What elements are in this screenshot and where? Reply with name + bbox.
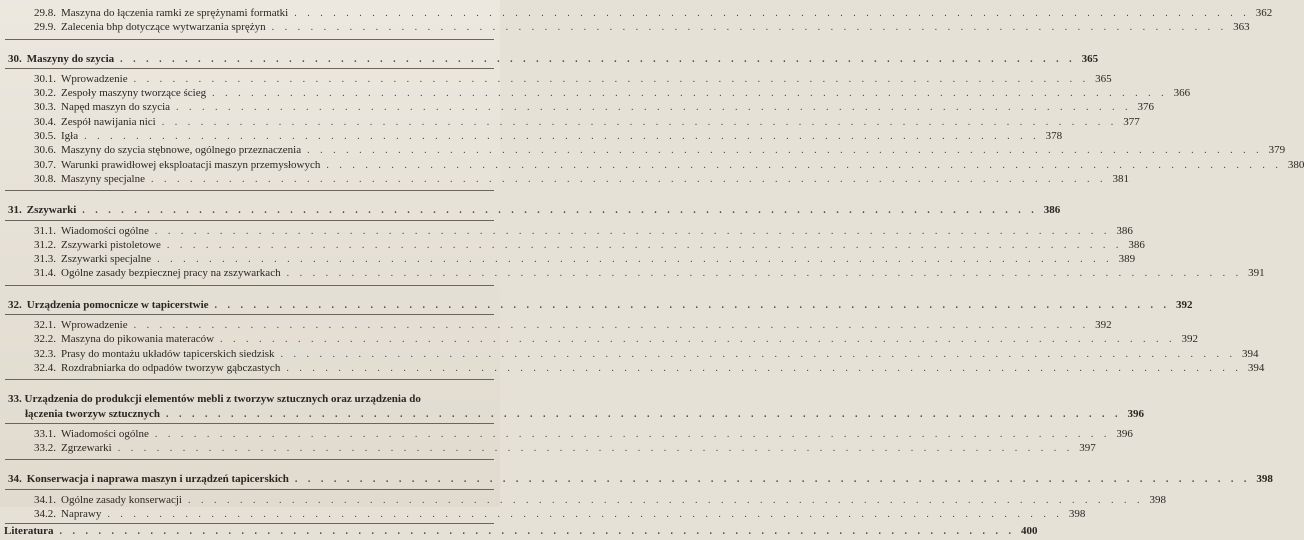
entry-number: 31.4. [34, 267, 56, 280]
bibliography-page: 400 [1020, 525, 1038, 538]
leader-dots: . . . . . . . . . . . . . . . . . . . . . . . . . . . . . . . . . . . . . . . . . . . . . . . . . . . . . . . . . . . . . . . . . . . . . . . . . . [294, 8, 1250, 19]
entry-page: 391 [1248, 267, 1265, 280]
toc-entry [0, 361, 1265, 375]
leader-dots: . . . . . . . . . . . . . . . . . . . . . . . . . . . . . . . . . . . . . . . . . . . . . . . . . . . . . . . . . . . . . . . . . . . . . . . . . . [59, 526, 1015, 538]
entry-page: 381 [1112, 172, 1129, 185]
entry-number: 30.4. [34, 115, 56, 128]
entry-number: 30.8. [34, 172, 56, 185]
toc-entry [0, 143, 1286, 157]
toc-entry [0, 158, 1304, 172]
entry-number: 32.2. [34, 333, 56, 346]
entry-page: 379 [1268, 144, 1286, 157]
toc-entry [0, 493, 1166, 507]
entry-number: 34.2. [34, 508, 56, 521]
entry-page: 365 [1095, 72, 1112, 85]
entry-number: 31.3. [34, 253, 56, 266]
entry-number: 30.2. [34, 87, 56, 100]
entry-title: Zalecenia bhp dotyczące wytwarzania sprężyn [61, 21, 266, 34]
section-divider [5, 39, 494, 52]
chapter-title: Maszyny do szycia [26, 52, 115, 65]
leader-dots: . . . . . . . . . . . . . . . . . . . . . . . . . . . . . . . . . . . . . . . . . . . . . . . . . . . . . . . . . . . . . . . . . . . . . . . . . . [212, 88, 1168, 100]
toc-entry [0, 252, 1136, 266]
entry-page: 366 [1173, 87, 1191, 100]
entry-number: 32.4. [34, 361, 56, 374]
toc-entry [0, 100, 1155, 114]
entry-title: Rozdrabniarka do odpadów tworzyw gąbczastych [61, 361, 281, 374]
entry-number: 32.1. [34, 319, 56, 332]
toc-entry [0, 86, 1191, 100]
chapter-heading-line-2 [8, 407, 1145, 421]
leader-dots: . . . . . . . . . . . . . . . . . . . . . . . . . . . . . . . . . . . . . . . . . . . . . . . . . . . . . . . . . . . . . . . . . . . . . . . . . . [220, 334, 1176, 346]
chapter-page: 392 [1176, 298, 1193, 311]
leader-dots: . . . . . . . . . . . . . . . . . . . . . . . . . . . . . . . . . . . . . . . . . . . . . . . . . . . . . . . . . . . . . . . . . . . . . . . . . . [294, 474, 1251, 486]
chapter-heading-line-1 [8, 392, 500, 406]
entry-number: 30.7. [34, 158, 56, 171]
entry-number: 30.6. [34, 144, 56, 157]
toc-entry [0, 115, 1140, 129]
entry-page: 392 [1181, 333, 1199, 346]
entry-number: 31.2. [34, 238, 56, 251]
leader-dots: . . . . . . . . . . . . . . . . . . . . . . . . . . . . . . . . . . . . . . . . . . . . . . . . . . . . . . . . . . . . . . . . . . . . . . . . . . [176, 102, 1132, 114]
entry-number: 30.3. [34, 101, 56, 114]
toc-entry [0, 20, 1250, 34]
entry-title: Maszyna do łączenia ramki ze sprężynami formatki [61, 7, 289, 19]
leader-dots: . . . . . . . . . . . . . . . . . . . . . . . . . . . . . . . . . . . . . . . . . . . . . . . . . . . . . . . . . . . . . . . . . . . . . . . . . . [326, 159, 1282, 171]
entry-number: 31.1. [34, 224, 56, 237]
leader-dots: . . . . . . . . . . . . . . . . . . . . . . . . . . . . . . . . . . . . . . . . . . . . . . . . . . . . . . . . . . . . . . . . . . . . . . . . . . [133, 320, 1090, 332]
entry-number: 32.3. [34, 347, 56, 360]
entry-page: 363 [1233, 21, 1250, 34]
entry-title: Wprowadzenie [61, 72, 128, 85]
chapter-heading [0, 203, 1061, 217]
chapter-number: 34. [8, 473, 22, 486]
bibliography-title: Literatura [4, 525, 54, 538]
leader-dots: . . . . . . . . . . . . . . . . . . . . . . . . . . . . . . . . . . . . . . . . . . . . . . . . . . . . . . . . . . . . . . . . . . . . . . . . . . [82, 205, 1038, 217]
chapter-page: 398 [1256, 473, 1273, 486]
chapter-heading [0, 52, 1099, 66]
chapter-title: Zszywarki [26, 204, 77, 217]
entry-title: Maszyna do pikowania materaców [61, 333, 215, 346]
leader-dots: . . . . . . . . . . . . . . . . . . . . . . . . . . . . . . . . . . . . . . . . . . . . . . . . . . . . . . . . . . . . . . . . . . . . . . . . . . [286, 362, 1242, 374]
leader-dots: . . . . . . . . . . . . . . . . . . . . . . . . . . . . . . . . . . . . . . . . . . . . . . . . . . . . . . . . . . . . . . . . . . . . . . . . . . [154, 225, 1111, 237]
entry-page: 378 [1045, 130, 1063, 143]
entry-number: 34.1. [34, 493, 56, 506]
entry-number: 33.2. [34, 442, 56, 455]
entry-page: 397 [1079, 442, 1096, 455]
entry-page: 386 [1116, 224, 1133, 237]
chapter-number: 31. [8, 204, 22, 217]
entry-page: 362 [1255, 7, 1273, 19]
leader-dots: . . . . . . . . . . . . . . . . . . . . . . . . . . . . . . . . . . . . . . . . . . . . . . . . . . . . . . . . . . . . . . . . . . . . . . . . . . [157, 254, 1113, 266]
leader-dots: . . . . . . . . . . . . . . . . . . . . . . . . . . . . . . . . . . . . . . . . . . . . . . . . . . . . . . . . . . . . . . . . . . . . . . . . . . [117, 443, 1074, 455]
chapter-page: 365 [1081, 52, 1099, 65]
toc-entry [0, 507, 1086, 521]
entry-number: 29.8. [34, 7, 56, 19]
leader-dots: . . . . . . . . . . . . . . . . . . . . . . . . . . . . . . . . . . . . . . . . . . . . . . . . . . . . . . . . . . . . . . . . . . . . . . . . . . [120, 53, 1076, 65]
entry-title: Naprawy [61, 508, 102, 521]
entry-title: Maszyny do szycia stębnowe, ogólnego przeznaczenia [61, 144, 302, 157]
entry-title: Ogólne zasady bezpiecznej pracy na zszywarkach [61, 267, 281, 280]
entry-page: 377 [1123, 115, 1140, 128]
entry-page: 396 [1116, 427, 1133, 440]
leader-dots: . . . . . . . . . . . . . . . . . . . . . . . . . . . . . . . . . . . . . . . . . . . . . . . . . . . . . . . . . . . . . . . . . . . . . . . . . . [271, 22, 1228, 34]
chapter-heading [0, 392, 1145, 421]
entry-page: 376 [1137, 101, 1155, 114]
leader-dots: . . . . . . . . . . . . . . . . . . . . . . . . . . . . . . . . . . . . . . . . . . . . . . . . . . . . . . . . . . . . . . . . . . . . . . . . . . [187, 494, 1144, 506]
toc-entry [0, 266, 1265, 280]
chapter-title-line-2: łączenia tworzyw sztucznych [25, 407, 161, 420]
toc-entry [0, 441, 1096, 455]
chapter-page: 386 [1043, 204, 1061, 217]
chapter-heading [0, 472, 1273, 486]
entry-title: Wiadomości ogólne [61, 427, 149, 440]
entry-title: Igła [61, 130, 79, 143]
chapter-number: 30. [8, 52, 22, 65]
chapter-page: 396 [1127, 407, 1145, 420]
toc-entry [0, 347, 1259, 361]
chapter-heading [0, 298, 1193, 312]
entry-number: 30.5. [34, 130, 56, 143]
entry-page: 398 [1149, 493, 1166, 506]
entry-title: Zszywarki pistoletowe [61, 238, 161, 251]
leader-dots: . . . . . . . . . . . . . . . . . . . . . . . . . . . . . . . . . . . . . . . . . . . . . . . . . . . . . . . . . . . . . . . . . . . . . . . . . . [280, 348, 1237, 360]
toc-entry [0, 318, 1112, 332]
entry-title: Zespół nawijania nici [61, 115, 156, 128]
bibliography-entry [0, 524, 1038, 538]
entry-page: 389 [1118, 253, 1136, 266]
entry-number: 30.1. [34, 72, 56, 85]
table-of-contents [0, 6, 1304, 539]
leader-dots: . . . . . . . . . . . . . . . . . . . . . . . . . . . . . . . . . . . . . . . . . . . . . . . . . . . . . . . . . . . . . . . . . . . . . . . . . . [84, 131, 1040, 143]
toc-entry [0, 332, 1199, 346]
leader-dots: . . . . . . . . . . . . . . . . . . . . . . . . . . . . . . . . . . . . . . . . . . . . . . . . . . . . . . . . . . . . . . . . . . . . . . . . . . [166, 408, 1122, 420]
toc-entry [0, 224, 1133, 238]
leader-dots: . . . . . . . . . . . . . . . . . . . . . . . . . . . . . . . . . . . . . . . . . . . . . . . . . . . . . . . . . . . . . . . . . . . . . . . . . . [161, 116, 1118, 128]
leader-dots: . . . . . . . . . . . . . . . . . . . . . . . . . . . . . . . . . . . . . . . . . . . . . . . . . . . . . . . . . . . . . . . . . . . . . . . . . . [214, 299, 1171, 311]
entry-number: 33.1. [34, 427, 56, 440]
leader-dots: . . . . . . . . . . . . . . . . . . . . . . . . . . . . . . . . . . . . . . . . . . . . . . . . . . . . . . . . . . . . . . . . . . . . . . . . . . [133, 73, 1090, 85]
leader-dots: . . . . . . . . . . . . . . . . . . . . . . . . . . . . . . . . . . . . . . . . . . . . . . . . . . . . . . . . . . . . . . . . . . . . . . . . . . [154, 428, 1111, 440]
chapter-title: Urządzenia pomocnicze w tapicerstwie [26, 298, 209, 311]
leader-dots: . . . . . . . . . . . . . . . . . . . . . . . . . . . . . . . . . . . . . . . . . . . . . . . . . . . . . . . . . . . . . . . . . . . . . . . . . . [286, 268, 1243, 280]
entry-title: Zszywarki specjalne [61, 253, 152, 266]
entry-title: Zespoły maszyny tworzące ścieg [61, 87, 207, 100]
entry-page: 380 [1287, 158, 1304, 171]
leader-dots: . . . . . . . . . . . . . . . . . . . . . . . . . . . . . . . . . . . . . . . . . . . . . . . . . . . . . . . . . . . . . . . . . . . . . . . . . . [107, 509, 1063, 521]
section-divider [5, 459, 494, 472]
section-divider [5, 285, 494, 298]
entry-title: Ogólne zasady konserwacji [61, 493, 182, 506]
entry-title: Warunki prawidłowej eksploatacji maszyn przemysłowych [61, 158, 321, 171]
entry-title: Wprowadzenie [61, 319, 128, 332]
chapter-title-line-1: Urządzenia do produkcji elementów mebli z tworzyw sztucznych oraz urządzenia do [24, 393, 421, 406]
leader-dots: . . . . . . . . . . . . . . . . . . . . . . . . . . . . . . . . . . . . . . . . . . . . . . . . . . . . . . . . . . . . . . . . . . . . . . . . . . [307, 145, 1263, 157]
entry-page: 394 [1242, 347, 1259, 360]
chapter-number: 33. [8, 393, 22, 406]
toc-entry [0, 238, 1145, 252]
section-divider [5, 379, 494, 392]
toc-entry [0, 172, 1129, 186]
leader-dots: . . . . . . . . . . . . . . . . . . . . . . . . . . . . . . . . . . . . . . . . . . . . . . . . . . . . . . . . . . . . . . . . . . . . . . . . . . [166, 239, 1123, 251]
entry-page: 398 [1068, 508, 1086, 521]
toc-entry [0, 6, 1273, 20]
toc-entry [0, 427, 1133, 441]
toc-entry [0, 72, 1112, 86]
entry-title: Maszyny specjalne [61, 172, 145, 185]
toc-entry [0, 129, 1063, 143]
entry-title: Prasy do montażu układów tapicerskich siedzisk [61, 347, 275, 360]
entry-page: 394 [1247, 361, 1265, 374]
entry-title: Zgrzewarki [61, 442, 112, 455]
leader-dots: . . . . . . . . . . . . . . . . . . . . . . . . . . . . . . . . . . . . . . . . . . . . . . . . . . . . . . . . . . . . . . . . . . . . . . . . . . [151, 173, 1107, 185]
entry-page: 386 [1128, 238, 1145, 251]
section-divider [5, 190, 494, 203]
entry-title: Wiadomości ogólne [61, 224, 149, 237]
entry-title: Napęd maszyn do szycia [61, 101, 171, 114]
chapter-number: 32. [8, 298, 22, 311]
chapter-title: Konserwacja i naprawa maszyn i urządzeń tapicerskich [26, 473, 289, 486]
entry-page: 392 [1095, 319, 1112, 332]
entry-number: 29.9. [34, 21, 56, 34]
